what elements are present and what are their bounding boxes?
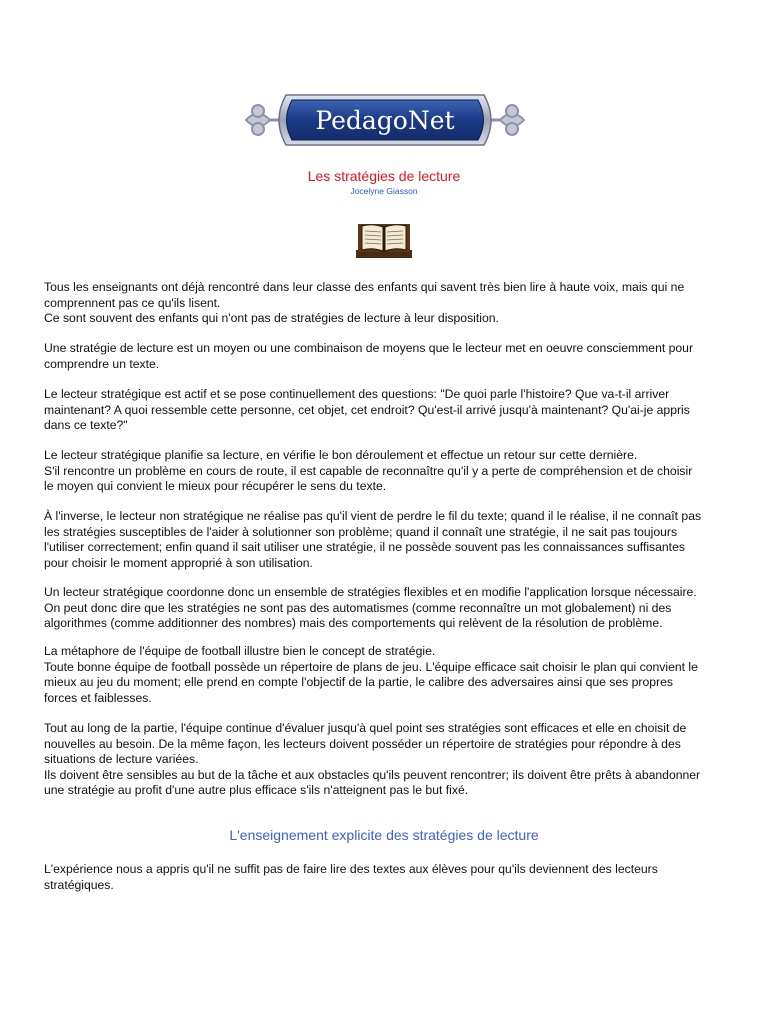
paragraph: L'expérience nous a appris qu'il ne suffit pas de faire lire des textes aux élèves pour qu'ils deviennent des lecteurs stratégiques.: [44, 862, 658, 892]
paragraph: Une stratégie de lecture est un moyen ou une combinaison de moyens que le lecteur met en oeuvre consciemment pour comprendre un texte.: [44, 341, 694, 371]
logo-graphic: [242, 87, 528, 153]
pedagonet-logo: [242, 87, 528, 153]
article-author: Jocelyne Giasson: [350, 186, 418, 196]
section-heading: L'enseignement explicite des stratégies de lecture: [229, 827, 539, 843]
paragraph: Le lecteur stratégique est actif et se pose continuellement des questions: "De quoi parle l'histoire? Que va-t-il arriver maintenant? A quoi ressemble cette personne, cet objet, cet endroit? Qu'est-il arrivé jusqu'à maintenant? Qu'ai-je appris dans ce texte?": [44, 387, 690, 432]
paragraph: La métaphore de l'équipe de football illustre bien le concept de stratégie. Toute bonne équipe de football possède un répertoire de plans de jeu. L'équipe efficace sait choisir le plan qui convient le mieux au jeu du moment; elle prend en compte l'objectif de la partie, le calibre des adversaires ainsi que ses propres forces et faiblesses.: [44, 644, 698, 705]
paragraph: Tout au long de la partie, l'équipe continue d'évaluer jusqu'à quel point ses stratégies sont efficaces et elle en choisit de nouvelles au besoin. De la même façon, les lecteurs doivent posséder un répertoire de stratégies pour répondre à des situations de lecture variées. Ils doivent être sensibles au but de la tâche et aux obstacles qu'ils peuvent rencontrer; ils doivent être prêts à abandonner une stratégie au profit d'une autre plus efficace s'ils n'atteignent pas le but fixé.: [44, 721, 701, 797]
paragraph: À l'inverse, le lecteur non stratégique ne réalise pas qu'il vient de perdre le fil du texte; quand il le réalise, il ne connaît pas les stratégies susceptibles de l'aider à solutionner son problème; quand il connaît une stratégie, il ne sait pas toujours l'utiliser correctement; enfin quand il sait utiliser une stratégie, il ne possède souvent pas les connaissances suffisantes pour choisir le moment approprié à son utilisation.: [44, 509, 702, 570]
paragraph: Un lecteur stratégique coordonne donc un ensemble de stratégies flexibles et en modifie l'application lorsque nécessaire. On peut donc dire que les stratégies ne sont pas des automatismes (comme reconnaître un mot globalement) ni des algorithmes (comme additionner des nombres) mais des comportements qui relèvent de la résolution de problème.: [44, 585, 697, 630]
logo-text: PedagoNet: [315, 106, 455, 135]
open-book-icon: [354, 220, 414, 260]
article-title: Les stratégies de lecture: [307, 168, 461, 184]
paragraph: Tous les enseignants ont déjà rencontré dans leur classe des enfants qui savent très bien lire à haute voix, mais qui ne comprennent pas ce qu'ils lisent. Ce sont souvent des enfants qui n'ont pas de stratégies de lecture à leur disposition.: [44, 280, 685, 325]
paragraph: Le lecteur stratégique planifie sa lecture, en vérifie le bon déroulement et effectue un retour sur cette dernière. S'il rencontre un problème en cours de route, il est capable de reconnaître qu'il y a perte de compréhension et de choisir le moyen qui convient le mieux pour récupérer le sens du texte.: [44, 448, 693, 493]
